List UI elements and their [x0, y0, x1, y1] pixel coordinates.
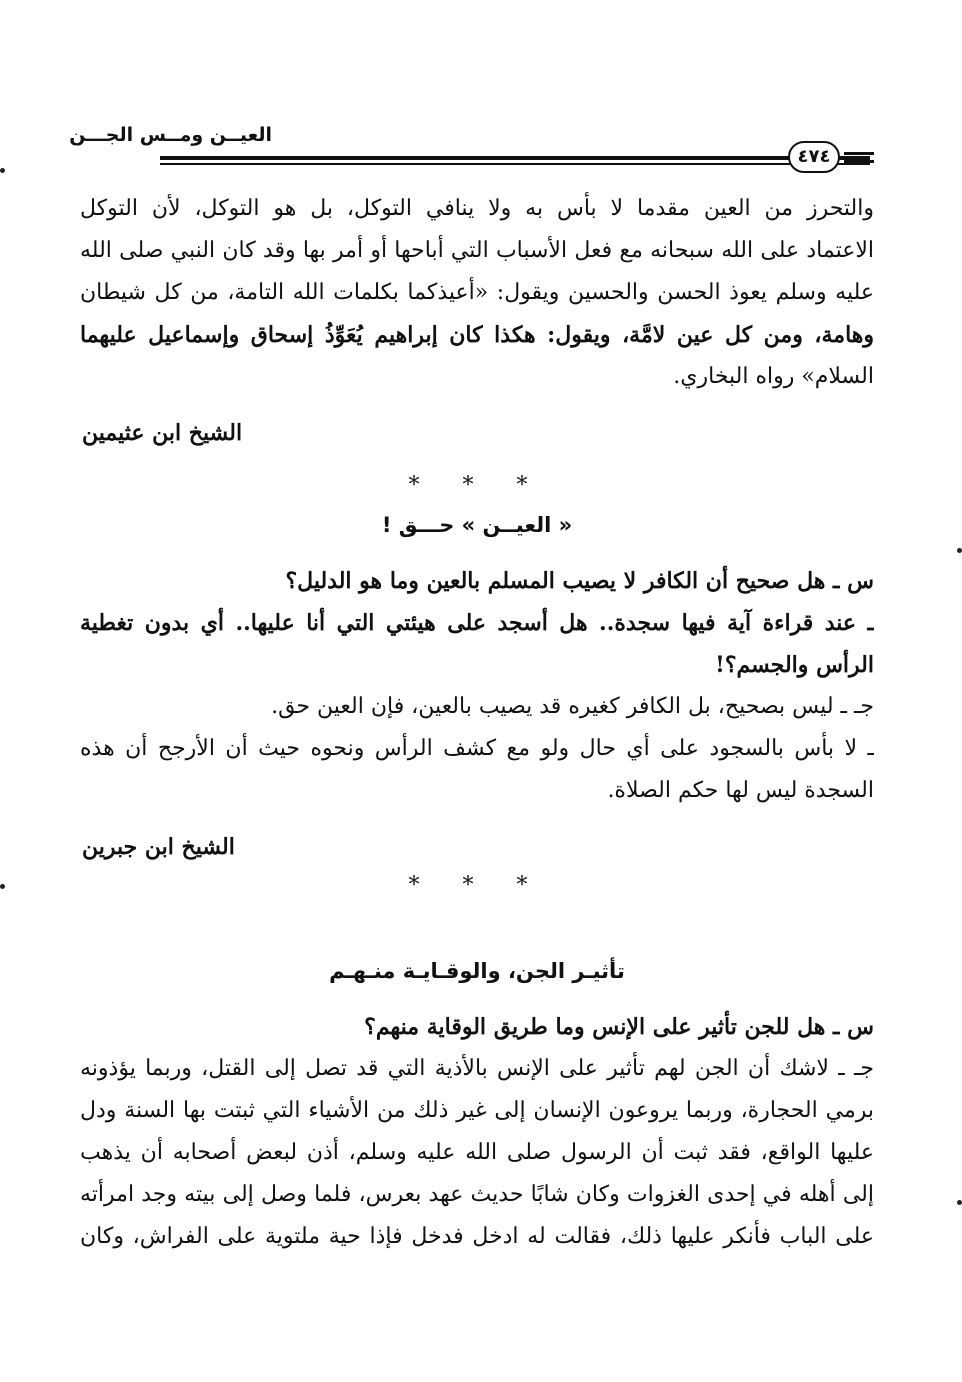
signature-ibn-jibrin: الشيخ ابن جبرين — [82, 834, 235, 860]
section-jinn-influence — [80, 1006, 874, 1258]
answer-line: جـ ـ لاشك أن الجن لهم تأثير على الإنس بالأذية التي قد تصل إلى القتل، وربما يؤذونه — [80, 1056, 874, 1081]
edge-mark — [0, 168, 5, 173]
page-number-dash — [844, 160, 874, 163]
body-line: والتحرز من العين مقدما لا بأس به ولا ينافي التوكل، بل هو التوكل، لأن التوكل — [80, 196, 874, 221]
body-line: عليه وسلم يعوذ الحسن والحسين ويقول: «أعيذكما بكلمات الله التامة، من كل شيطان — [80, 280, 874, 305]
section-evil-eye-truth — [80, 560, 874, 868]
hadith-line: السلام» رواه البخاري. — [673, 364, 874, 389]
section-separator: * * * — [408, 473, 546, 498]
page-body — [80, 188, 874, 1258]
answer-line: برمي الحجارة، وربما يروعون الإنسان إلى غير ذلك من الأشياء التي ثبتت بها السنة ودل — [80, 1098, 874, 1123]
section-heading: تأثيـر الجن، والوقـايـة منـهـم — [329, 959, 625, 983]
edge-mark — [957, 548, 962, 553]
signature-ibn-uthaymin: الشيخ ابن عثيمين — [82, 420, 243, 446]
answer-line: جـ ـ ليس بصحيح، بل الكافر كغيره قد يصيب بالعين، فإن العين حق. — [271, 694, 874, 719]
body-line: الاعتماد على الله سبحانه مع فعل الأسباب التي أباحها أو أمر بها وقد كان النبي صلى الله — [80, 238, 874, 263]
header-rule-thin — [160, 163, 870, 165]
answer-line: على الباب فأنكر عليها ذلك، فقالت له ادخل فدخل فإذا حية ملتوية على الفراش، وكان — [80, 1224, 874, 1249]
page-number-dash — [844, 152, 874, 155]
answer-line: ـ لا بأس بالسجود على أي حال ولو مع كشف الرأس ونحوه حيث أن الأرجح أن هذه — [80, 736, 874, 761]
question-line: ـ عند قراءة آية فيها سجدة.. هل أسجد على هيئتي التي أنا عليها.. أي بدون تغطية — [80, 610, 874, 636]
section-separator: * * * — [408, 873, 546, 898]
answer-line: عليها الواقع، فقد ثبت أن الرسول صلى الله عليه وسلم، أذن لبعض أصحابه أن يذهب — [80, 1140, 874, 1165]
running-header-title: العيــن ومــس الجـــن — [69, 124, 272, 146]
edge-mark — [957, 1200, 962, 1205]
question-line: س ـ هل للجن تأثير على الإنس وما طريق الوقاية منهم؟ — [364, 1014, 874, 1040]
answer-line: إلى أهله في إحدى الغزوات وكان شابًا حديث عهد بعرس، فلما وصل إلى بيته وجد امرأته — [80, 1182, 874, 1207]
hadith-line: وهامة، ومن كل عين لامَّة، ويقول: هكذا كان إبراهيم يُعَوِّذُ إسحاق وإسماعيل عليهما — [80, 322, 874, 348]
page-number-badge: ٤٧٤ — [788, 141, 840, 173]
section-evil-eye-precaution — [80, 188, 874, 454]
page-number-dash — [760, 156, 788, 159]
answer-line: السجدة ليس لها حكم الصلاة. — [607, 778, 874, 803]
section-heading: « العيــن » حـــق ! — [381, 513, 573, 537]
question-line: الرأس والجسم؟! — [715, 652, 874, 678]
question-line: س ـ هل صحيح أن الكافر لا يصيب المسلم بالعين وما هو الدليل؟ — [285, 568, 874, 594]
edge-mark — [0, 884, 5, 889]
